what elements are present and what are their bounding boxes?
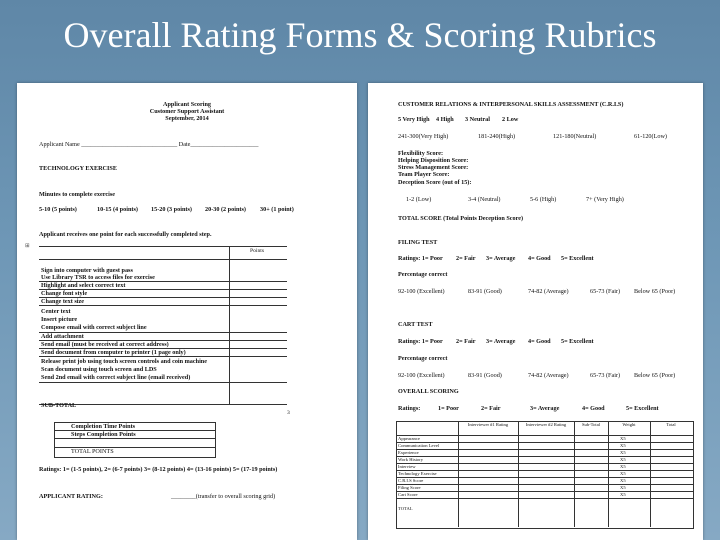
table-move-handle-icon: ⊞: [25, 243, 30, 249]
helping-score: Helping Disposition Score:: [398, 157, 469, 164]
step-item: Release print job using touch screen controls and coin machine: [41, 358, 207, 365]
cart-rating: Ratings: 1= Poor: [398, 338, 443, 345]
deception-scale-item: 1-2 (Low): [406, 196, 432, 203]
grid-row-label: C.R.I.S Score: [398, 478, 424, 483]
receives-text: Applicant receives one point for each successfully completed step.: [39, 231, 212, 238]
step-item: Change font style: [41, 290, 88, 297]
filing-percentage: Percentage correct: [398, 271, 448, 278]
cart-title: CART TEST: [398, 321, 433, 328]
step-item: Scan document using touch screen and LDS: [41, 366, 157, 373]
grid-header: Total: [666, 422, 676, 427]
crs-title: CUSTOMER RELATIONS & INTERPERSONAL SKILLS ASSESSMENT (C.R.I.S): [398, 101, 624, 108]
grid-row-label: Work History: [398, 457, 424, 462]
overall-rating: 2= Fair: [481, 405, 501, 412]
grid-row-label: Filing Score: [398, 485, 421, 490]
total-score-line: TOTAL SCORE (Total Points Deception Score): [398, 215, 524, 222]
crs-scale-item: 2 Low: [502, 116, 519, 123]
grid-total-label: TOTAL: [398, 506, 413, 511]
section-title: TECHNOLOGY EXERCISE: [39, 165, 117, 172]
grid-row-weight: X5: [620, 492, 626, 497]
grid-row-weight: X5: [620, 457, 626, 462]
filing-range: Below 65 (Poor): [634, 288, 676, 295]
table-top-rule: [39, 246, 287, 247]
minute-option: 15-20 (3 points): [151, 206, 192, 213]
grid-header: Sub-Total: [581, 422, 601, 427]
points-column-divider: [229, 246, 230, 404]
step-item: Change text size: [41, 298, 84, 305]
grid-row-label: Communication Level: [398, 443, 440, 448]
grid-row-label: Appearance: [398, 436, 420, 441]
filing-range: 92-100 (Excellent): [398, 288, 445, 295]
grid-row-weight: X5: [620, 485, 626, 490]
cart-rating: 2= Fair: [456, 338, 476, 345]
applicant-name-field[interactable]: Applicant Name _______________________________ Date______________________: [39, 141, 259, 148]
grid-row-weight: X5: [620, 478, 626, 483]
minutes-label: Minutes to complete exercise: [39, 191, 115, 198]
header-line-1: Applicant Scoring: [163, 101, 211, 108]
crs-scale-item: 5 Very High: [398, 116, 430, 123]
filing-rating: Ratings: 1= Poor: [398, 255, 443, 262]
overall-rating: 5= Excellent: [626, 405, 659, 412]
step-item: Send email (must be received at correct address): [41, 341, 169, 348]
minute-option: 5-10 (5 points): [39, 206, 77, 213]
header-line-3: September, 2014: [165, 115, 209, 122]
filing-range: 83-91 (Good): [468, 288, 502, 295]
completion-time-points: Completion Time Points: [71, 423, 136, 430]
cart-rating: 4= Good: [528, 338, 551, 345]
grid-row-label: Cart Score: [398, 492, 418, 497]
grid-row-weight: X5: [620, 464, 626, 469]
table-bottom-rule: [39, 404, 287, 405]
step-item: Send document from computer to printer (1 page only): [41, 349, 186, 356]
page-number: 3: [287, 410, 290, 416]
grid-row-weight: X5: [620, 471, 626, 476]
crs-range: 121-180(Neutral): [553, 133, 597, 140]
minute-option: 20-30 (2 points): [205, 206, 246, 213]
cart-rating: 3= Average: [486, 338, 516, 345]
deception-score: Deception Score (out of 15):: [398, 179, 472, 186]
flexibility-score: Flexibility Score:: [398, 150, 444, 157]
table-header-rule: [39, 259, 287, 260]
overall-rating: 1= Poor: [438, 405, 459, 412]
grid-header: Interviewer #1 Rating: [467, 422, 509, 427]
overall-rating: 3= Average: [530, 405, 560, 412]
header-line-2: Customer Support Assistant: [149, 108, 225, 115]
step-item: Sign into computer with guest pass: [41, 267, 133, 274]
deception-scale-item: 3-4 (Neutral): [468, 196, 501, 203]
overall-rating: 4= Good: [582, 405, 605, 412]
step-item: Add attachment: [41, 333, 84, 340]
filing-rating: 5= Excellent: [561, 255, 594, 262]
step-item: Insert picture: [41, 316, 78, 323]
points-header: Points: [250, 248, 264, 254]
team-score: Team Player Score:: [398, 171, 450, 178]
filing-rating: 2= Fair: [456, 255, 476, 262]
stress-score: Stress Management Score:: [398, 164, 469, 171]
grid-row-label: Experience: [398, 450, 419, 455]
crs-scale-item: 4 High: [436, 116, 454, 123]
grid-row-weight: X5: [620, 443, 626, 448]
cart-percentage: Percentage correct: [398, 355, 448, 362]
slide-title: Overall Rating Forms & Scoring Rubrics: [63, 15, 657, 55]
minute-option: 30+ (1 point): [260, 206, 294, 213]
grid-row-weight: X5: [620, 436, 626, 441]
deception-scale-item: 5-6 (High): [530, 196, 557, 203]
ratings-line: Ratings: 1= (1-5 points), 2= (6-7 points) 3= (8-12 points) 4= (13-16 points) 5= (17-19 points): [39, 466, 278, 473]
cart-range: 74-82 (Average): [528, 372, 569, 379]
step-item: Compose email with correct subject line: [41, 324, 147, 331]
deception-scale-item: 7+ (Very High): [586, 196, 624, 203]
subtotal-label: SUB-TOTAL: [41, 402, 77, 409]
grid-row-label: Interview: [398, 464, 416, 469]
grid-header: Weight: [622, 422, 636, 427]
steps-completion-points: Steps Completion Points: [71, 431, 136, 438]
crs-range: 181-240(High): [478, 133, 516, 140]
step-item: Highlight and select correct text: [41, 282, 126, 289]
cart-range: Below 65 (Poor): [634, 372, 676, 379]
step-item: Center text: [41, 308, 71, 315]
filing-rating: 3= Average: [486, 255, 516, 262]
cart-rating: 5= Excellent: [561, 338, 594, 345]
filing-title: FILING TEST: [398, 239, 438, 246]
total-points-label: TOTAL POINTS: [71, 448, 114, 455]
applicant-scoring-page: [17, 83, 357, 540]
step-item: Send 2nd email with correct subject line (email received): [41, 374, 191, 381]
crs-scale-item: 3 Neutral: [465, 116, 490, 123]
applicant-rating-label: APPLICANT RATING:: [39, 493, 103, 500]
overall-title: OVERALL SCORING: [398, 388, 459, 395]
grid-row-weight: X5: [620, 450, 626, 455]
cart-range: 92-100 (Excellent): [398, 372, 445, 379]
filing-rating: 4= Good: [528, 255, 551, 262]
filing-range: 74-82 (Average): [528, 288, 569, 295]
cart-range: 83-91 (Good): [468, 372, 502, 379]
overall-rating: Ratings:: [398, 405, 421, 412]
crs-range: 241-300(Very High): [398, 133, 449, 140]
grid-header: Interviewer #2 Rating: [525, 422, 567, 427]
assessment-page: [368, 83, 703, 540]
applicant-rating-note: ________(transfer to overall scoring grid): [171, 493, 276, 500]
crs-range: 61-120(Low): [634, 133, 667, 140]
step-item: Use Library TSR to access files for exercise: [41, 274, 155, 281]
filing-range: 65-73 (Fair): [590, 288, 621, 295]
minute-option: 10-15 (4 points): [97, 206, 138, 213]
grid-row-label: Technology Exercise: [398, 471, 437, 476]
cart-range: 65-73 (Fair): [590, 372, 621, 379]
